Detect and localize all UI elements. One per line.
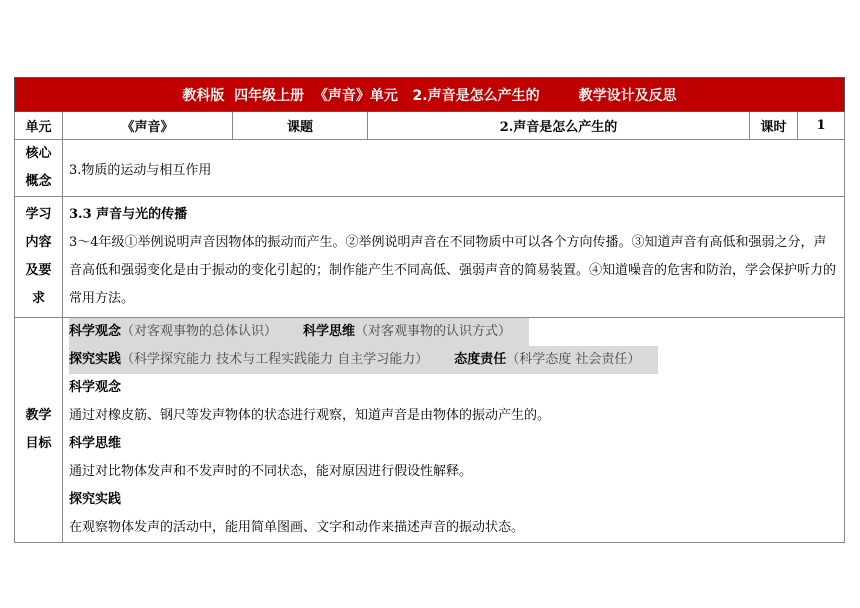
topic-value: 2.声音是怎么产生的 <box>368 112 750 140</box>
study-body: 3～4年级①举例说明声音因物体的振动而产生。②举例说明声音在不同物质中可以各个方向传播。③知道声音有高低和强弱之分，声音高低和强弱变化是由于振动的变化引起的；制作能产生不同高低、强弱声音的简易装置。④知道噪音的危害和防治，学会保护听力的常用方法。 <box>69 235 837 306</box>
study-heading: 3.3 声音与光的传播 <box>69 207 188 222</box>
goal-text-practice: 在观察物体发声的活动中，能用简单图画、文字和动作来描述声音的振动状态。 <box>69 520 525 535</box>
header-row <box>15 112 845 140</box>
title-row <box>15 78 845 112</box>
goal-category-row-1: 科学观念（对客观事物的总体认识） 科学思维（对客观事物的认识方式） <box>63 318 844 346</box>
goal-text-concept: 通过对橡皮筋、钢尺等发声物体的状态进行观察，知道声音是由物体的振动产生的。 <box>69 408 551 423</box>
goal-category-concept: 科学观念 <box>69 324 122 339</box>
unit-value: 《声音》 <box>63 112 233 140</box>
study-content <box>63 197 845 318</box>
study-row <box>15 197 845 318</box>
lesson-plan-document <box>14 77 844 543</box>
goal-heading-thinking: 科学思维 <box>69 436 122 451</box>
title-suffix: 教学设计及反思 <box>578 87 677 104</box>
goal-category-practice: 探究实践 <box>69 352 122 367</box>
study-label: 学习 内容 及要 求 <box>15 197 63 318</box>
period-label: 课时 <box>750 112 798 140</box>
concept-text: 3.物质的运动与相互作用 <box>63 140 845 197</box>
goals-content <box>63 318 845 543</box>
topic-label: 课题 <box>233 112 368 140</box>
lesson-plan-table <box>14 77 845 543</box>
period-value: 1 <box>798 112 845 140</box>
goal-text-thinking: 通过对比物体发声和不发声时的不同状态，能对原因进行假设性解释。 <box>69 464 473 479</box>
concept-row <box>15 140 845 197</box>
goals-row <box>15 318 845 543</box>
unit-label: 单元 <box>15 112 63 140</box>
title-main: 教科版 四年级上册 《声音》单元 2.声音是怎么产生的 <box>182 87 540 104</box>
goal-category-thinking: 科学思维 <box>303 324 356 339</box>
goal-heading-practice: 探究实践 <box>69 492 122 507</box>
goal-heading-concept: 科学观念 <box>69 380 122 395</box>
concept-label: 核心 概念 <box>15 140 63 197</box>
goal-category-row-2: 探究实践（科学探究能力 技术与工程实践能力 自主学习能力） 态度责任（科学态度 社会责任） <box>63 346 844 374</box>
goal-category-attitude: 态度责任 <box>454 352 507 367</box>
goals-label: 教学 目标 <box>15 318 63 543</box>
document-title <box>15 78 845 112</box>
